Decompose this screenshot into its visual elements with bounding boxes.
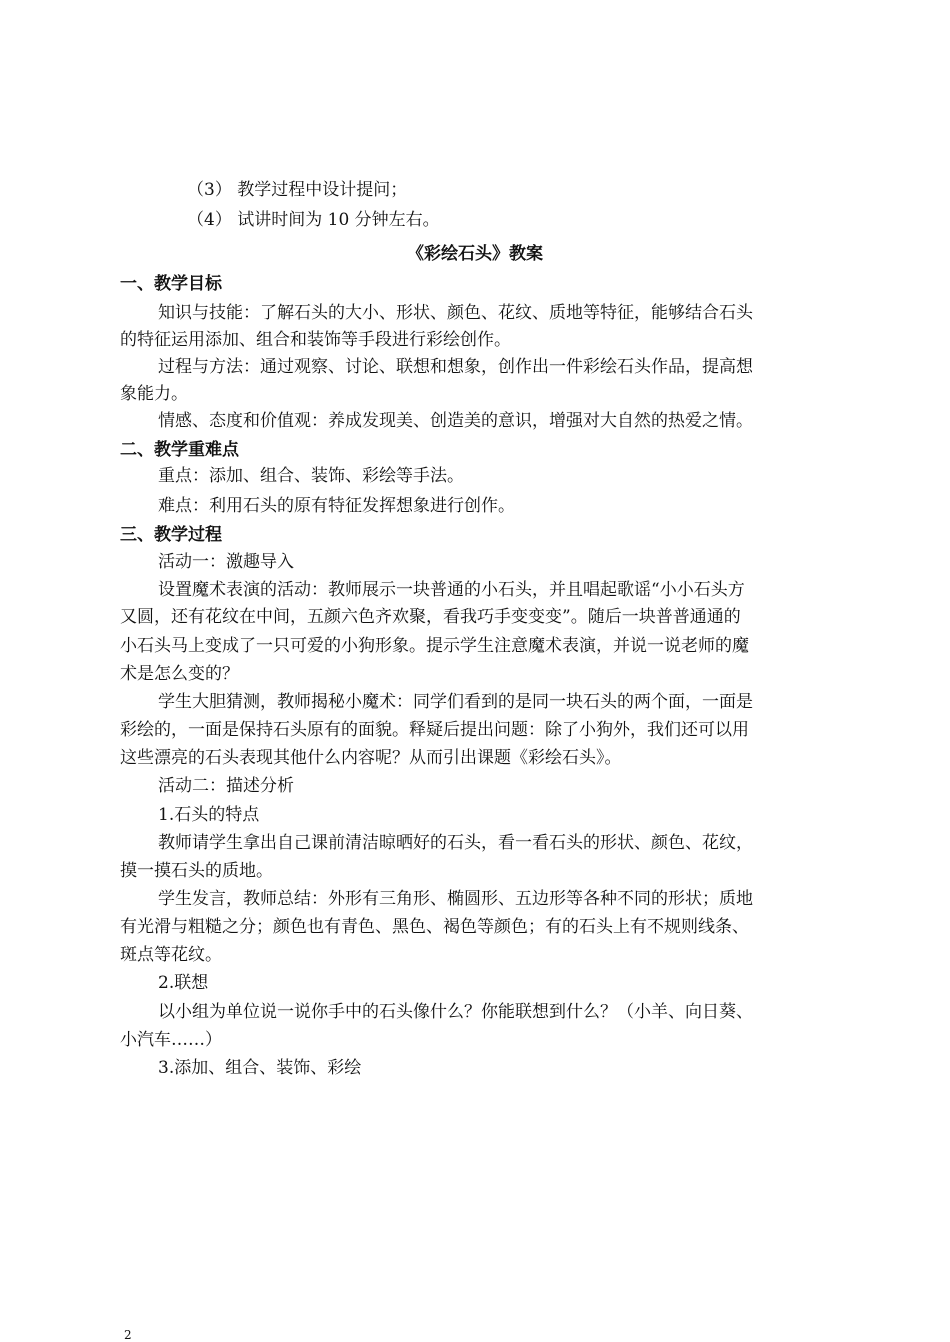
- paragraph-line: 摸一摸石头的质地。: [120, 861, 273, 881]
- paragraph-line: 难点：利用石头的原有特征发挥想象进行创作。: [158, 496, 515, 516]
- document-title: 《彩绘石头》教案: [407, 244, 543, 264]
- subheading: 3.添加、组合、装饰、彩绘: [158, 1058, 362, 1078]
- paragraph-line: 术是怎么变的？: [120, 664, 239, 684]
- paragraph-line: 小石头马上变成了一只可爱的小狗形象。提示学生注意魔术表演，并说一说老师的魔: [120, 636, 749, 656]
- activity-heading: 活动二：描述分析: [158, 776, 294, 796]
- paragraph-line: 有光滑与粗糙之分；颜色也有青色、黑色、褐色等颜色；有的石头上有不规则线条、: [120, 917, 749, 937]
- page-number: 2: [124, 1328, 132, 1342]
- section-heading-key-points: 二、教学重难点: [120, 440, 239, 460]
- paragraph-line: 过程与方法：通过观察、讨论、联想和想象，创作出一件彩绘石头作品，提高想: [158, 357, 753, 377]
- subheading: 2.联想: [158, 973, 209, 993]
- requirement-item: （3） 教学过程中设计提问；: [187, 180, 408, 200]
- paragraph-line: 知识与技能：了解石头的大小、形状、颜色、花纹、质地等特征，能够结合石头: [158, 303, 753, 323]
- paragraph-line: 学生发言，教师总结：外形有三角形、椭圆形、五边形等各种不同的形状；质地: [158, 889, 753, 909]
- subheading: 1.石头的特点: [158, 805, 260, 825]
- paragraph-line: 小汽车……）: [120, 1030, 222, 1050]
- paragraph-line: 的特征运用添加、组合和装饰等手段进行彩绘创作。: [120, 330, 511, 350]
- paragraph-line: 这些漂亮的石头表现其他什么内容呢？从而引出课题《彩绘石头》。: [120, 748, 622, 768]
- section-heading-goals: 一、教学目标: [120, 274, 222, 294]
- paragraph-line: 彩绘的，一面是保持石头原有的面貌。释疑后提出问题：除了小狗外，我们还可以用: [120, 720, 749, 740]
- activity-heading: 活动一：激趣导入: [158, 552, 294, 572]
- paragraph-line: 教师请学生拿出自己课前清洁晾晒好的石头，看一看石头的形状、颜色、花纹，: [158, 833, 753, 853]
- paragraph-line: 以小组为单位说一说你手中的石头像什么？你能联想到什么？（小羊、向日葵、: [158, 1002, 753, 1022]
- section-heading-process: 三、教学过程: [120, 525, 222, 545]
- paragraph-line: 学生大胆猜测，教师揭秘小魔术：同学们看到的是同一块石头的两个面，一面是: [158, 692, 753, 712]
- paragraph-line: 象能力。: [120, 384, 188, 404]
- paragraph-line: 重点：添加、组合、装饰、彩绘等手法。: [158, 466, 464, 486]
- paragraph-line: 斑点等花纹。: [120, 945, 222, 965]
- paragraph-line: 又圆，还有花纹在中间，五颜六色齐欢聚，看我巧手变变变”。随后一块普普通通的: [120, 607, 741, 627]
- paragraph-line: 设置魔术表演的活动：教师展示一块普通的小石头，并且唱起歌谣“小小石头方: [158, 580, 745, 600]
- paragraph-line: 情感、态度和价值观：养成发现美、创造美的意识，增强对大自然的热爱之情。: [158, 411, 753, 431]
- requirement-item: （4） 试讲时间为 10 分钟左右。: [187, 210, 440, 230]
